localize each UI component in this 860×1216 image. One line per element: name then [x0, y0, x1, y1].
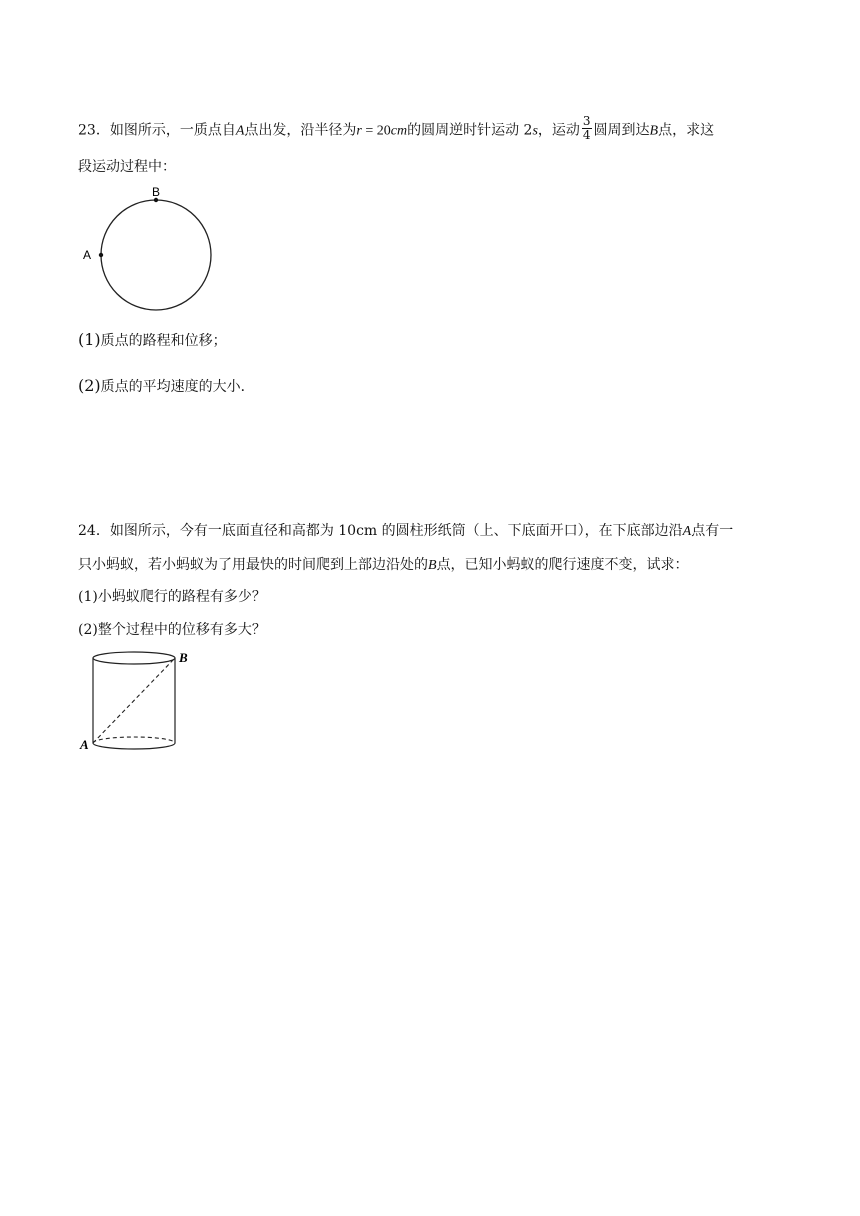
q23-line2: 段运动过程中：: [78, 159, 176, 175]
label-a: A: [83, 248, 92, 262]
q24-line1: 24．如图所示，今有一底面直径和高都为 10cm 的圆柱形纸筒（上、下底面开口），在下底部边沿A点有一: [78, 523, 734, 539]
q24-cylinder-figure: [78, 645, 198, 757]
q23-sub1: (1)质点的路程和位移；: [78, 330, 227, 349]
top-ellipse: [93, 652, 175, 664]
circle-path: [101, 200, 211, 310]
q24-sub1: (1)小蚂蚁爬行的路程有多少？: [78, 589, 266, 605]
q23-circle-figure: [78, 183, 218, 318]
q23-line1: 23．如图所示，一质点自A点出发，沿半径为r = 20cm的圆周逆时针运动 2s，运动 $\frac{3}{4}$ 圆周到达B点，求这: [78, 114, 715, 142]
label-b: B: [179, 650, 188, 665]
bottom-ellipse-front: [93, 743, 175, 749]
label-b: B: [152, 185, 161, 199]
diagonal-path: [93, 658, 175, 743]
q24-sub2: (2)整个过程中的位移有多大？: [78, 622, 266, 638]
bottom-ellipse-back: [93, 737, 175, 743]
label-a: A: [80, 737, 89, 752]
three-quarters-fraction: $\frac{3}{4}$: [582, 114, 591, 142]
q23-sub2: (2)质点的平均速度的大小．: [78, 376, 255, 395]
point-a-dot: [99, 253, 103, 257]
q24-line2: 只小蚂蚁，若小蚂蚁为了用最快的时间爬到上部边沿处的B点，已知小蚂蚁的爬行速度不变，试求：: [78, 557, 689, 573]
